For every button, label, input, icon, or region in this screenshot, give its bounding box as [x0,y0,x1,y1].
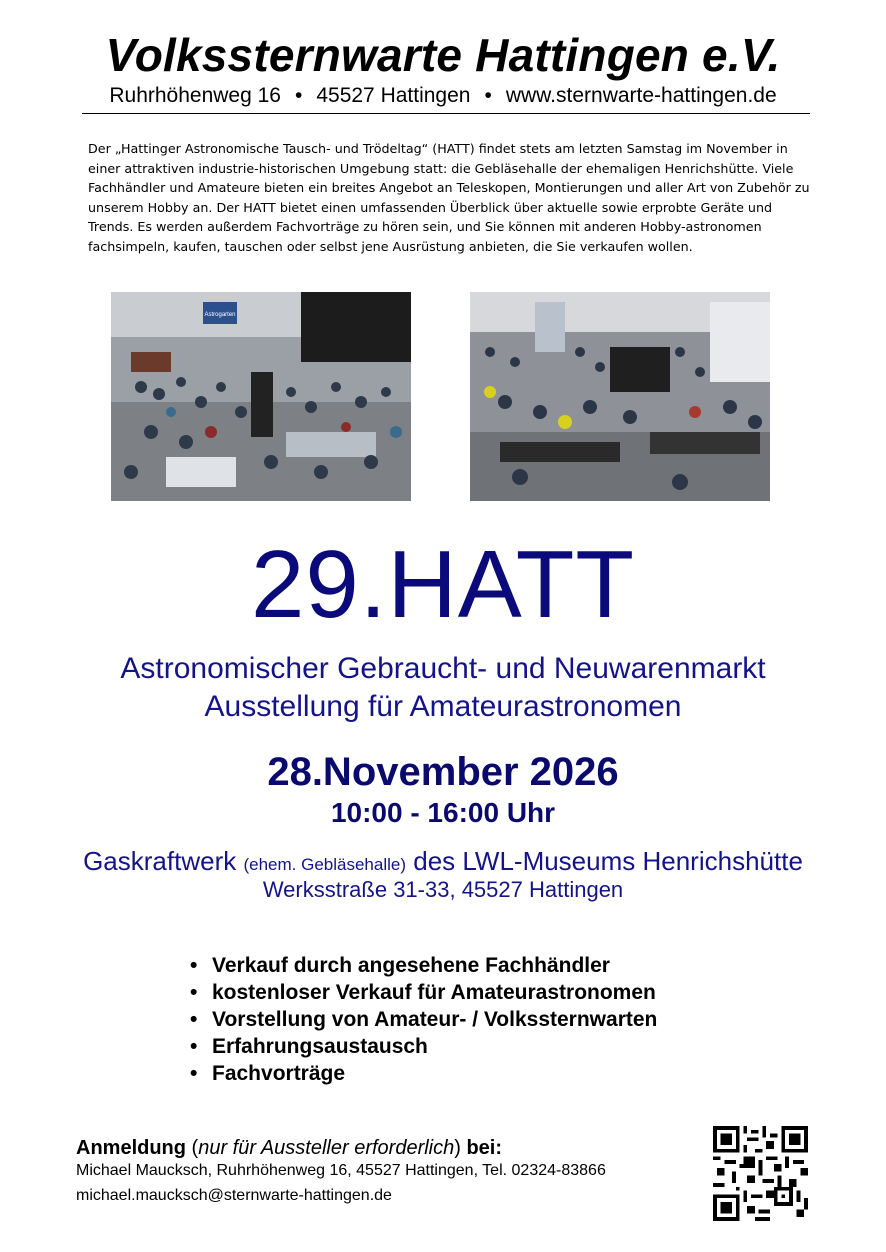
registration-label: Anmeldung [76,1137,186,1159]
bullet-icon: • [190,1062,198,1085]
feature-text: Fachvorträge [212,1062,346,1085]
list-item [190,979,657,1006]
exhibition-photo-1 [111,292,411,501]
feature-list [190,952,657,1087]
intro-paragraph: Der „Hattinger Astronomische Tausch- und Trödeltag“ (HATT) findet stets am letzten Samstag im November in einer attraktiven industrie-historischen Umgebung statt: die Gebläsehalle der ehemaligen Henrichshütte. Viele Fachhändler und Amateure bieten ein breites Angebot an Teleskopen, Montierungen und aller Art von Zubehör zu unserem Hobby an. Der HATT bietet einen umfassenden Überblick über aktuelle sowie erprobte Geräte und Trends. Es werden außerdem Fachvorträge zu hören sein, und Sie können mit anderen Hobby-astronomen fachsimpeln, kaufen, tauschen oder selbst jene Ausrüstung anbieten, die Sie verkaufen wollen. [88,141,810,254]
bullet-icon: • [190,981,198,1004]
list-item [190,952,657,979]
venue-rest: des LWL-Museums Henrichshütte [413,846,803,876]
event-subtitle-exhibition: Ausstellung für Amateurastronomen [204,690,682,723]
bullet-icon: • [190,954,198,977]
event-title: 29.HATT [251,531,635,638]
address-city: 45527 Hattingen [316,84,471,107]
registration-suffix: bei: [466,1137,503,1159]
event-time: 10:00 - 16:00 Uhr [330,797,556,828]
registration-heading: Anmeldung (nur für Aussteller erforderlich) bei: [76,1137,503,1159]
venue-name [0,846,886,877]
exhibition-photo-2 [470,292,770,501]
header-divider [82,113,810,114]
venue-main: Gaskraftwerk [83,846,237,876]
address-street: Ruhrhöhenweg 16 [109,84,281,107]
qr-code[interactable] [713,1126,808,1221]
organization-address [0,84,886,108]
event-subtitle-market: Astronomischer Gebraucht- und Neuwarenmarkt [120,652,766,685]
organization-title: Volkssternwarte Hattingen e.V. [105,29,781,81]
registration-note: nur für Aussteller erforderlich [198,1137,455,1159]
feature-text: Verkauf durch angesehene Fachhändler [212,954,610,977]
event-date: 28.November 2026 [267,750,619,794]
separator-dot: • [294,84,303,107]
venue-note: (ehem. Gebläsehalle) [243,855,406,874]
list-item [190,1006,657,1033]
feature-text: Erfahrungsaustausch [212,1035,428,1058]
feature-text: Vorstellung von Amateur- / Volkssternwarten [212,1008,658,1031]
registration-email[interactable]: michael.maucksch@sternwarte-hattingen.de [76,1187,392,1204]
separator-dot: • [484,84,492,107]
registration-contact: Michael Maucksch, Ruhrhöhenweg 16, 45527 Hattingen, Tel. 02324-83866 [76,1162,606,1179]
list-item [190,1060,657,1087]
list-item [190,1033,657,1060]
bullet-icon: • [190,1035,198,1058]
photo-sign-text: Astrogarten [204,312,236,318]
bullet-icon: • [190,1008,198,1031]
website-link[interactable]: www.sternwarte-hattingen.de [505,84,777,107]
venue-address: Werksstraße 31-33, 45527 Hattingen [262,877,624,902]
feature-text: kostenloser Verkauf für Amateurastronomen [212,981,656,1004]
